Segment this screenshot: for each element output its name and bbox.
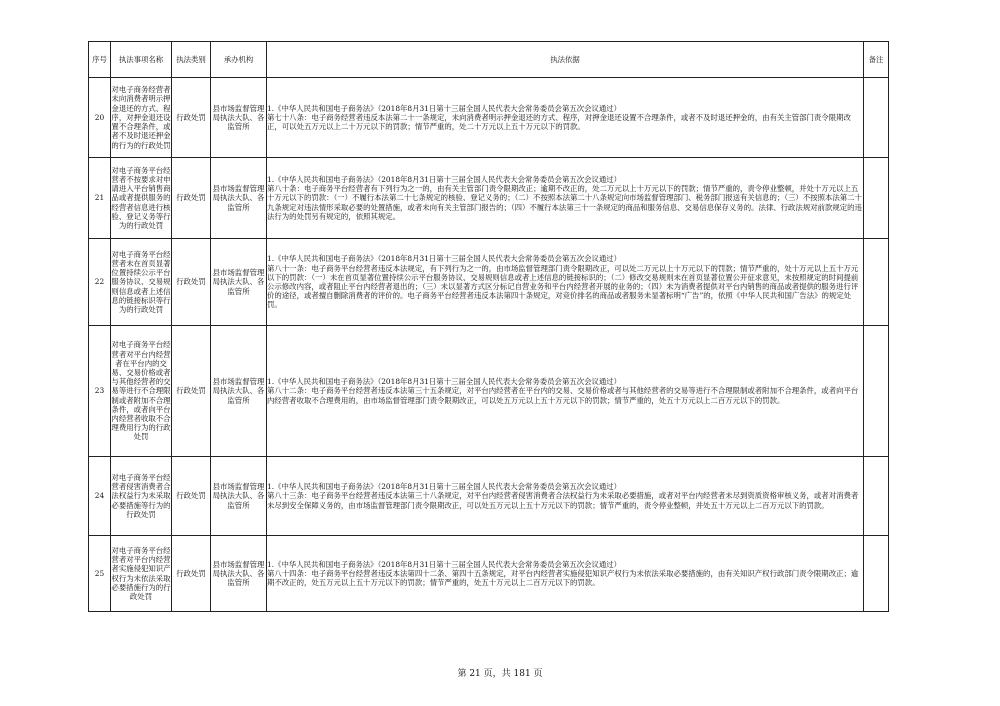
row-item: 对电子商务平台经营者对平台内经营者实施侵犯知识产权行为未依法采取必要措施行为的行政处罚 [111,536,172,612]
enforcement-table [88,41,889,612]
row-category: 行政处罚 [172,78,211,158]
row-no: 23 [89,326,111,457]
row-no: 20 [89,78,111,158]
row-basis [267,457,864,536]
row-org: 县市场监督管理局执法大队、各监管所 [211,78,267,158]
row-no: 25 [89,536,111,612]
basis-article: 第八十一条：电子商务平台经营者违反本法规定，有下列行为之一的，由市场监督管理部门责令限期改正，可以处二万元以上十万元以下的罚款；情节严重的，处十万元以上五十万元以下的罚款：（一）未在首页显著位置持续公示平台服务协议、交易规则信息或者上述信息的链接标识的；（二）修改交易规则未在首页显著位置公开征求意见，未按照规定的时间提前公示修改内容，或者阻止平台内经营者退出的；（三）未以显著方式区分标记自营业务和平台内经营者开展的业务的；（四）未为消费者提供对平台内销售的商品或者提供的服务进行评价的途径，或者擅自删除消费者的评价的。电子商务平台经营者违反本法第四十条规定，对竞价排名的商品或者服务未显著标明“广告”的，依照《中华人民共和国广告法》的规定处罚。 [267,263,859,310]
header-org: 承办机构 [211,42,267,78]
row-basis [267,326,864,457]
row-category: 行政处罚 [172,326,211,457]
row-org: 县市场监督管理局执法大队、各监管所 [211,326,267,457]
row-basis [267,78,864,158]
row-org: 县市场监督管理局执法大队、各监管所 [211,536,267,612]
row-basis [267,536,864,612]
row-org: 县市场监督管理局执法大队、各监管所 [211,457,267,536]
header-remark: 备注 [864,42,889,78]
row-basis [267,158,864,239]
basis-law: 1.《中华人民共和国电子商务法》（2018年8月31日第十三届全国人民代表大会常务委员会第五次会议通过） [267,482,622,492]
header-basis: 执法依据 [267,42,864,78]
basis-article: 第八十条：电子商务平台经营者有下列行为之一的，由有关主管部门责令限期改正；逾期不改正的，处二万元以上十万元以下的罚款；情节严重的，责令停业整顿，并处十万元以上五十万元以下的罚款：（一）不履行本法第二十七条规定的核验、登记义务的；（二）不按照本法第二十八条规定向市场监督管理部门、税务部门报送有关信息的；（三）不按照本法第二十九条规定对违法情形采取必要的处置措施，或者未向有关主管部门报告的；（四）不履行本法第三十一条规定的商品和服务信息、交易信息保存义务的。法律、行政法规对前款规定的违法行为的处罚另有规定的，依照其规定。 [267,184,862,221]
row-item: 对电子商务平台经营者未在首页显著位置持续公示平台服务协议、交易规则信息或者上述信息的链接标识等行为的行政处罚 [111,239,172,326]
header-item: 执法事项名称 [111,42,172,78]
row-remark [864,457,889,536]
table-row [89,239,889,326]
row-remark [864,239,889,326]
table-row [89,457,889,536]
row-remark [864,536,889,612]
row-basis [267,239,864,326]
row-no: 24 [89,457,111,536]
basis-law: 1.《中华人民共和国电子商务法》（2018年8月31日第十三届全国人民代表大会常务委员会第五次会议通过） [267,103,622,113]
row-org: 县市场监督管理局执法大队、各监管所 [211,239,267,326]
header-no: 序号 [89,42,111,78]
basis-law: 1.《中华人民共和国电子商务法》（2018年8月31日第十三届全国人民代表大会常务委员会第五次会议通过） [267,559,622,569]
basis-article: 第八十四条：电子商务平台经营者违反本法第四十二条、第四十五条规定，对平台内经营者实施侵犯知识产权行为未依法采取必要措施的，由有关知识产权行政部门责令限期改正；逾期不改正的，处五万元以上五十万元以下的罚款；情节严重的，处五十万元以上二百万元以下的罚款。 [267,568,859,588]
row-remark [864,326,889,457]
header-category: 执法类别 [172,42,211,78]
row-no: 21 [89,158,111,239]
row-category: 行政处罚 [172,158,211,239]
table-row [89,78,889,158]
row-item: 对电子商务经营者未向消费者明示押金退还的方式、程序，对押金退还设置不合理条件，或者不及时退还押金的行为的行政处罚 [111,78,172,158]
basis-law: 1.《中华人民共和国电子商务法》（2018年8月31日第十三届全国人民代表大会常务委员会第五次会议通过） [267,377,622,387]
row-no: 22 [89,239,111,326]
table-row [89,326,889,457]
row-remark [864,78,889,158]
page-number: 第 21 页，共 181 页 [457,669,543,679]
row-remark [864,158,889,239]
basis-article: 第八十二条：电子商务平台经营者违反本法第三十五条规定，对平台内经营者在平台内的交易、交易价格或者与其他经营者的交易等进行不合理限制或者附加不合理条件，或者向平台内经营者收取不合理费用的，由市场监督管理部门责令限期改正，可以处五万元以上五十万元以下的罚款；情节严重的，处五十万元以上二百万元以下的罚款。 [267,386,859,405]
table-row [89,158,889,239]
row-item: 对电子商务平台经营者不按要求对申请进入平台销售商品或者提供服务的经营者信息进行核验、登记义务等行为的行政处罚 [111,158,172,239]
basis-article: 第八十三条：电子商务平台经营者违反本法第三十八条规定，对平台内经营者侵害消费者合法权益行为未采取必要措施，或者对平台内经营者未尽到资质资格审核义务，或者对消费者未尽到安全保障义务的，由市场监督管理部门责令限期改正，可以处五万元以上五十万元以下的罚款；情节严重的，责令停业整顿，并处五十万元以上二百万元以下的罚款。 [267,491,859,510]
row-category: 行政处罚 [172,457,211,536]
row-category: 行政处罚 [172,239,211,326]
row-item: 对电子商务平台经营者对平台内经营者在平台内的交易、交易价格或者与其他经营者的交易等进行不合理限制或者附加不合理条件，或者向平台内经营者收取不合理费用行为的行政处罚 [111,326,172,457]
basis-law: 1.《中华人民共和国电子商务法》（2018年8月31日第十三届全国人民代表大会常务委员会第五次会议通过） [267,254,622,264]
row-category: 行政处罚 [172,536,211,612]
row-item: 对电子商务平台经营者侵害消费者合法权益行为未采取必要措施等行为的行政处罚 [111,457,172,536]
basis-law: 1.《中华人民共和国电子商务法》（2018年8月31日第十三届全国人民代表大会常务委员会第五次会议通过） [267,174,622,184]
row-org: 县市场监督管理局执法大队、各监管所 [211,158,267,239]
header-row [89,42,889,78]
basis-article: 第七十八条：电子商务经营者违反本法第二十一条规定，未向消费者明示押金退还的方式、程序，对押金退还设置不合理条件，或者不及时退还押金的，由有关主管部门责令限期改正，可以处五万元以上二十万元以下的罚款；情节严重的，处二十万元以上五十万元以下的罚款。 [267,112,851,132]
table-row [89,536,889,612]
